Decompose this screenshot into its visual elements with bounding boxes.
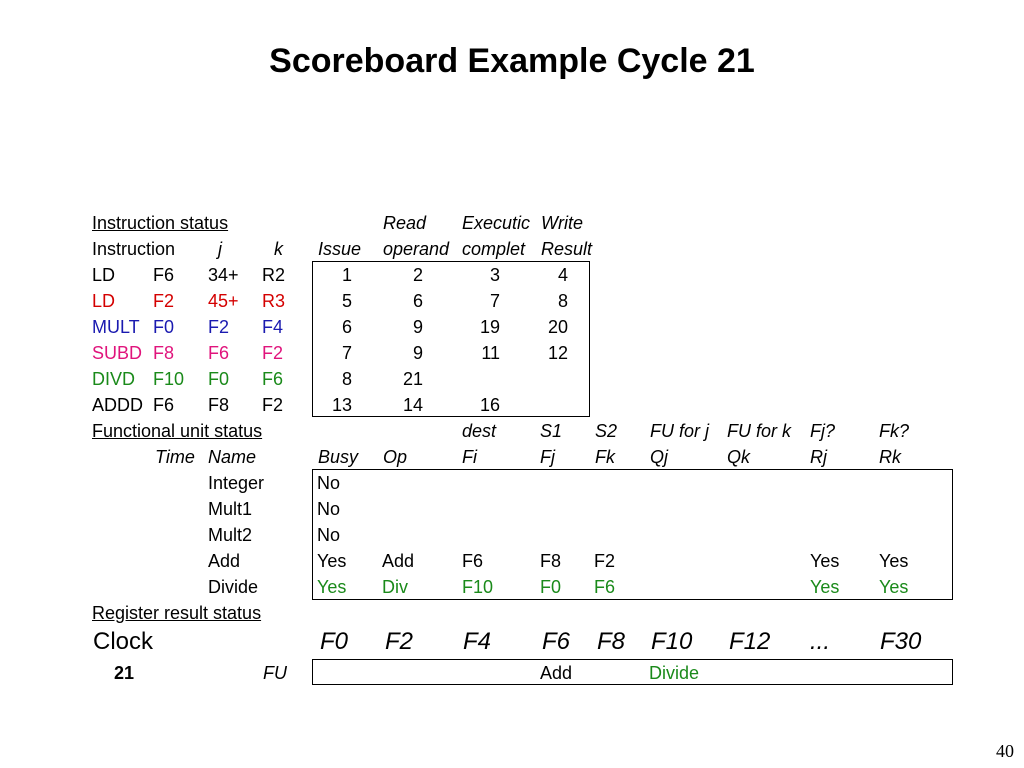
instruction-k: F6 [262,369,284,389]
read-operand-cycle: 2 [412,265,423,285]
instruction-op: MULT [92,317,140,337]
instruction-dest: F6 [153,265,175,285]
instruction-op: LD [92,265,116,285]
fu-fi: F10 [462,577,494,597]
fu-busy: Yes [317,551,347,571]
register-result-status-label: Register result status [92,603,262,623]
write-result-cycle [541,366,568,392]
page-number: 40 [996,741,1014,761]
write-result-cycle: 8 [557,291,568,311]
instruction-op: ADDD [92,395,144,415]
register-fu-value: Divide [649,663,700,683]
fu-row-label: FU [263,663,287,683]
k-header: k [274,239,283,259]
fj-ready-header: Fj? [810,421,836,441]
s1-header: S1 [540,421,563,441]
issue-cycle: 5 [341,291,352,311]
read-operand-cycle: 9 [412,343,423,363]
register-name: F6 [542,628,571,655]
clock-label: Clock [93,628,154,655]
register-name: F30 [880,628,922,655]
issue-header: Issue [318,239,362,259]
read-operand-cycle: 14 [402,395,423,415]
instruction-k: F4 [262,317,284,337]
fu-rj: Yes [810,551,840,571]
register-name: F0 [320,628,349,655]
fu-name: Add [208,551,241,571]
instruction-j: F8 [208,395,230,415]
slide-title: Scoreboard Example Cycle 21 [269,42,755,80]
fu-busy: Yes [317,577,347,597]
write-result-header-top: Write [541,213,583,233]
instruction-dest: F6 [153,395,175,415]
fu-fj: F0 [540,577,562,597]
instruction-j: F0 [208,369,230,389]
fu-busy: No [317,473,341,493]
write-result-header: Result [541,239,593,259]
j-header: j [218,239,222,259]
instruction-dest: F8 [153,343,175,363]
issue-cycle: 1 [341,265,352,285]
fu-for-k-header: FU for k [727,421,792,441]
exec-complete-header-top: Executic [462,213,531,233]
instruction-k: R3 [262,291,286,311]
instruction-j: F6 [208,343,230,363]
instruction-header: Instruction [92,239,176,259]
register-name: F10 [651,628,693,655]
issue-cycle: 6 [341,317,352,337]
write-result-cycle: 4 [557,265,568,285]
rj-header: Rj [810,447,827,467]
rk-header: Rk [879,447,901,467]
instruction-op: SUBD [92,343,143,363]
s2-header: S2 [595,421,618,441]
issue-cycle: 8 [341,369,352,389]
instruction-dest: F0 [153,317,175,337]
write-result-cycle [541,392,568,418]
register-fu-value: Add [540,663,573,683]
functional-unit-status-label: Functional unit status [92,421,263,441]
fu-rk: Yes [879,551,909,571]
instruction-op: LD [92,291,116,311]
exec-complete-header: complet [462,239,526,259]
exec-complete-cycle [462,366,500,392]
instruction-op: DIVD [92,369,136,389]
fu-fk: F2 [594,551,616,571]
read-operand-cycle: 21 [402,369,423,389]
instruction-j: F2 [208,317,230,337]
issue-cycle: 13 [331,395,352,415]
register-name: F2 [385,628,414,655]
fu-op: Div [382,577,408,597]
fu-for-j-header: FU for j [650,421,710,441]
register-name: F8 [597,628,626,655]
exec-complete-cycle: 19 [479,317,500,337]
exec-complete-cycle: 11 [481,343,500,363]
fu-busy: No [317,499,341,519]
fj-header: Fj [540,447,555,467]
write-result-cycle: 12 [547,343,568,363]
read-operand-header: operand [383,239,450,259]
qk-header: Qk [727,447,751,467]
write-result-cycle: 20 [547,317,568,337]
read-operand-cycle: 9 [412,317,423,337]
fu-fj: F8 [540,551,562,571]
read-operand-header-top: Read [383,213,427,233]
busy-header: Busy [318,447,359,467]
register-name: F4 [463,628,492,655]
instruction-k: R2 [262,265,286,285]
register-name: ... [810,628,831,655]
fu-name: Integer [208,473,265,493]
fk-header: Fk [595,447,615,467]
fu-busy: No [317,525,341,545]
fu-rj: Yes [810,577,840,597]
instruction-j: 45+ [208,291,239,311]
qj-header: Qj [650,447,668,467]
instruction-k: F2 [262,395,284,415]
register-name: F12 [729,628,771,655]
op-header: Op [383,447,408,467]
clock-value: 21 [114,663,135,683]
exec-complete-cycle: 7 [489,291,500,311]
fu-op: Add [382,551,415,571]
fu-name: Mult1 [208,499,253,519]
fu-name: Divide [208,577,259,597]
dest-header: dest [462,421,497,441]
time-header: Time [155,447,195,467]
fk-ready-header: Fk? [879,421,910,441]
instruction-status-label: Instruction status [92,213,229,233]
exec-complete-cycle: 3 [489,265,500,285]
exec-complete-cycle: 16 [479,395,500,415]
read-operand-cycle: 6 [412,291,423,311]
issue-cycle: 7 [341,343,352,363]
fu-name: Mult2 [208,525,253,545]
functional-unit-box [312,469,953,600]
instruction-dest: F10 [153,369,185,389]
register-result-box [312,659,953,685]
fi-header: Fi [462,447,477,467]
fu-fk: F6 [594,577,616,597]
instruction-k: F2 [262,343,284,363]
instruction-dest: F2 [153,291,175,311]
fu-fi: F6 [462,551,484,571]
instruction-j: 34+ [208,265,239,285]
fu-rk: Yes [879,577,909,597]
name-header: Name [208,447,257,467]
